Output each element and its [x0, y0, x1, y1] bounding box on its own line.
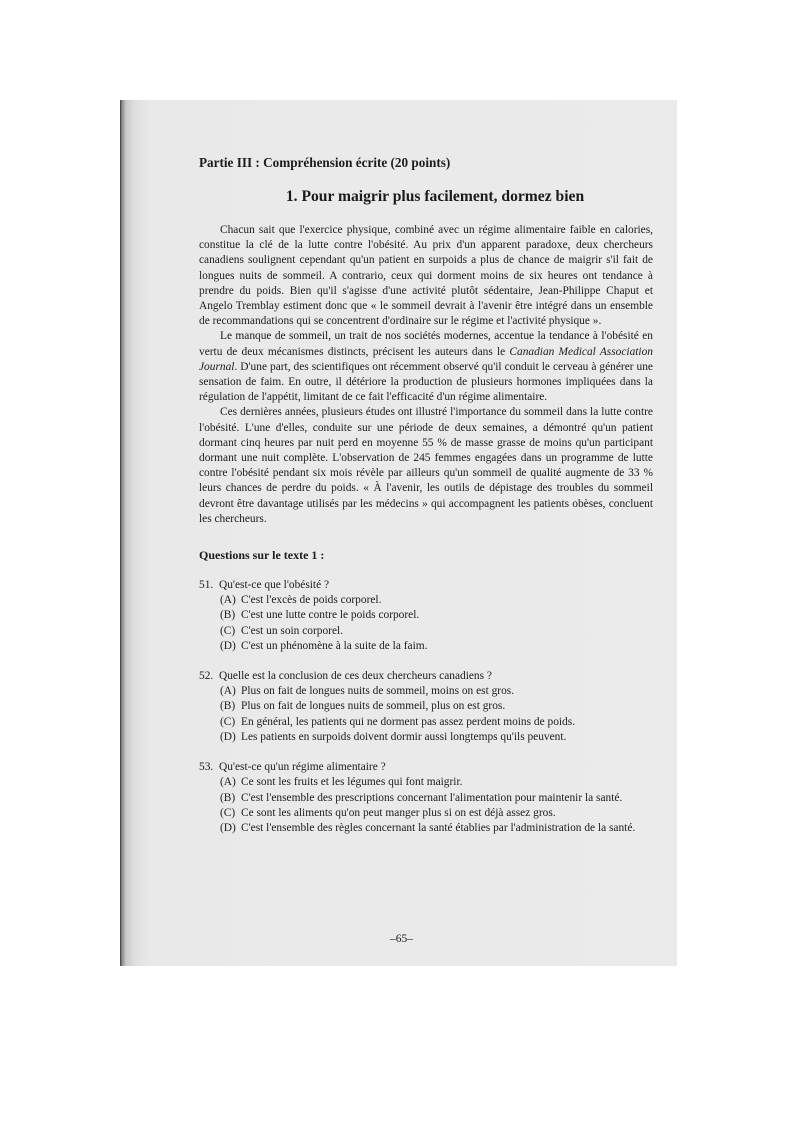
- option-b: [220, 699, 653, 714]
- question-number: 53.: [199, 761, 214, 774]
- question-number: 51.: [199, 579, 214, 592]
- option-a: [220, 684, 653, 699]
- question-53: [199, 760, 653, 836]
- option-b: [220, 608, 653, 623]
- answer-options: [220, 684, 653, 745]
- option-letter: (C): [220, 624, 236, 637]
- option-text: Plus on fait de longues nuits de sommeil, plus on est gros.: [241, 700, 506, 713]
- passage-paragraph-2-end: . D'une part, des scientifiques ont récemment observé qu'il conduit le cerveau à générer une sensation de faim. En outre, il détériore la production de plusieurs hormones impliquées dans la régulation de l'appétit, limitant de ce fait l'efficacité d'un régime alimentaire.: [199, 360, 653, 404]
- option-a: [220, 593, 653, 608]
- option-text: C'est un phénomène à la suite de la faim.: [241, 639, 428, 652]
- journal-name: Canadian Medical Association Journal: [199, 345, 653, 373]
- passage-paragraph-3: Ces dernières années, plusieurs études ont illustré l'importance du sommeil dans la lutte contre l'obésité. L'une d'elles, conduite sur une période de deux semaines, a démontré qu'un patient dormant cinq heures par nuit perd en moyenne 55 % de masse grasse de moins qu'un participant dormant une nuit complète. L'observation de 245 femmes engagées dans un programme de lutte contre l'obésité pendant six mois révèle par ailleurs qu'un sommeil de qualité augmente de 33 % leurs chances de perdre du poids. « À l'avenir, les outils de dépistage des troubles du sommeil devront être davantage utilisés par les médecins » qui accompagnent les patients obèses, concluent les chercheurs.: [199, 406, 653, 525]
- option-text: Ce sont les aliments qu'on peut manger plus si on est déjà assez gros.: [241, 806, 556, 819]
- question-text: Qu'est-ce qu'un régime alimentaire ?: [219, 761, 386, 774]
- scanned-page: [120, 100, 677, 966]
- option-d: [220, 639, 653, 654]
- option-letter: (A): [220, 685, 236, 698]
- option-text: Plus on fait de longues nuits de sommeil, moins on est gros.: [241, 685, 515, 698]
- option-text: Les patients en surpoids doivent dormir aussi longtemps qu'ils peuvent.: [241, 730, 567, 743]
- option-text: Ce sont les fruits et les légumes qui font maigrir.: [241, 776, 463, 789]
- passage-paragraph-2-start: Le manque de sommeil, un trait de nos sociétés modernes, accentue la tendance à l'obésité en vertu de deux mécanismes distincts, précisent les auteurs dans le: [199, 330, 653, 358]
- question-stem: [199, 578, 653, 593]
- part-title: Partie III : Compréhension écrite (20 points): [199, 155, 451, 170]
- option-letter: (A): [220, 594, 236, 607]
- option-letter: (D): [220, 639, 236, 652]
- option-text: C'est l'ensemble des règles concernant la santé établies par l'administration de la santé.: [241, 821, 636, 834]
- option-d: [220, 730, 653, 745]
- page-number: –65–: [390, 933, 413, 945]
- question-51: [199, 578, 653, 654]
- question-number: 52.: [199, 670, 214, 683]
- option-c: [220, 806, 653, 821]
- option-b: [220, 791, 653, 806]
- passage-paragraph-1: Chacun sait que l'exercice physique, combiné avec un régime alimentaire faible en calories, constitue la clé de la lutte contre l'obésité. Au prix d'un apparent paradoxe, deux chercheurs canadiens soulignent cependant qu'un patient en surpoids a plus de chance de maigrir s'il fait de longues nuits de sommeil. A contrario, ceux qui dorment moins de six heures ont tendance à prendre du poids. Bien qu'il s'agisse d'une activité plutôt sédentaire, Jean-Philippe Chaput et Angelo Tremblay estiment donc que « le sommeil devrait à l'avenir être intégré dans un ensemble de recommandations qui se concentrent d'ordinaire sur le régime et l'activité physique ».: [199, 224, 653, 328]
- question-stem: [199, 760, 653, 775]
- option-text: En général, les patients qui ne dorment pas assez perdent moins de poids.: [241, 715, 576, 728]
- option-text: C'est l'ensemble des prescriptions concernant l'alimentation pour maintenir la santé.: [241, 791, 623, 804]
- option-text: C'est une lutte contre le poids corporel.: [241, 609, 420, 622]
- option-text: C'est un soin corporel.: [241, 624, 344, 637]
- option-text: C'est l'excès de poids corporel.: [241, 594, 382, 607]
- option-c: [220, 715, 653, 730]
- option-letter: (A): [220, 776, 236, 789]
- answer-options: [220, 775, 653, 836]
- option-c: [220, 624, 653, 639]
- option-letter: (B): [220, 609, 236, 622]
- option-d: [220, 821, 653, 836]
- option-letter: (D): [220, 730, 236, 743]
- question-52: [199, 669, 653, 745]
- option-letter: (C): [220, 715, 236, 728]
- option-letter: (D): [220, 821, 236, 834]
- option-letter: (B): [220, 700, 236, 713]
- page-content: [199, 155, 653, 836]
- passage-paragraph-2: [199, 329, 653, 405]
- option-letter: (C): [220, 806, 236, 819]
- question-text: Qu'est-ce que l'obésité ?: [219, 579, 330, 592]
- option-a: [220, 775, 653, 790]
- reading-passage: [199, 223, 653, 527]
- question-text: Quelle est la conclusion de ces deux chercheurs canadiens ?: [219, 670, 492, 683]
- questions-heading: Questions sur le texte 1 :: [199, 548, 325, 563]
- option-letter: (B): [220, 791, 236, 804]
- answer-options: [220, 593, 653, 654]
- question-stem: [199, 669, 653, 684]
- text-title: 1. Pour maigrir plus facilement, dormez bien: [285, 188, 585, 205]
